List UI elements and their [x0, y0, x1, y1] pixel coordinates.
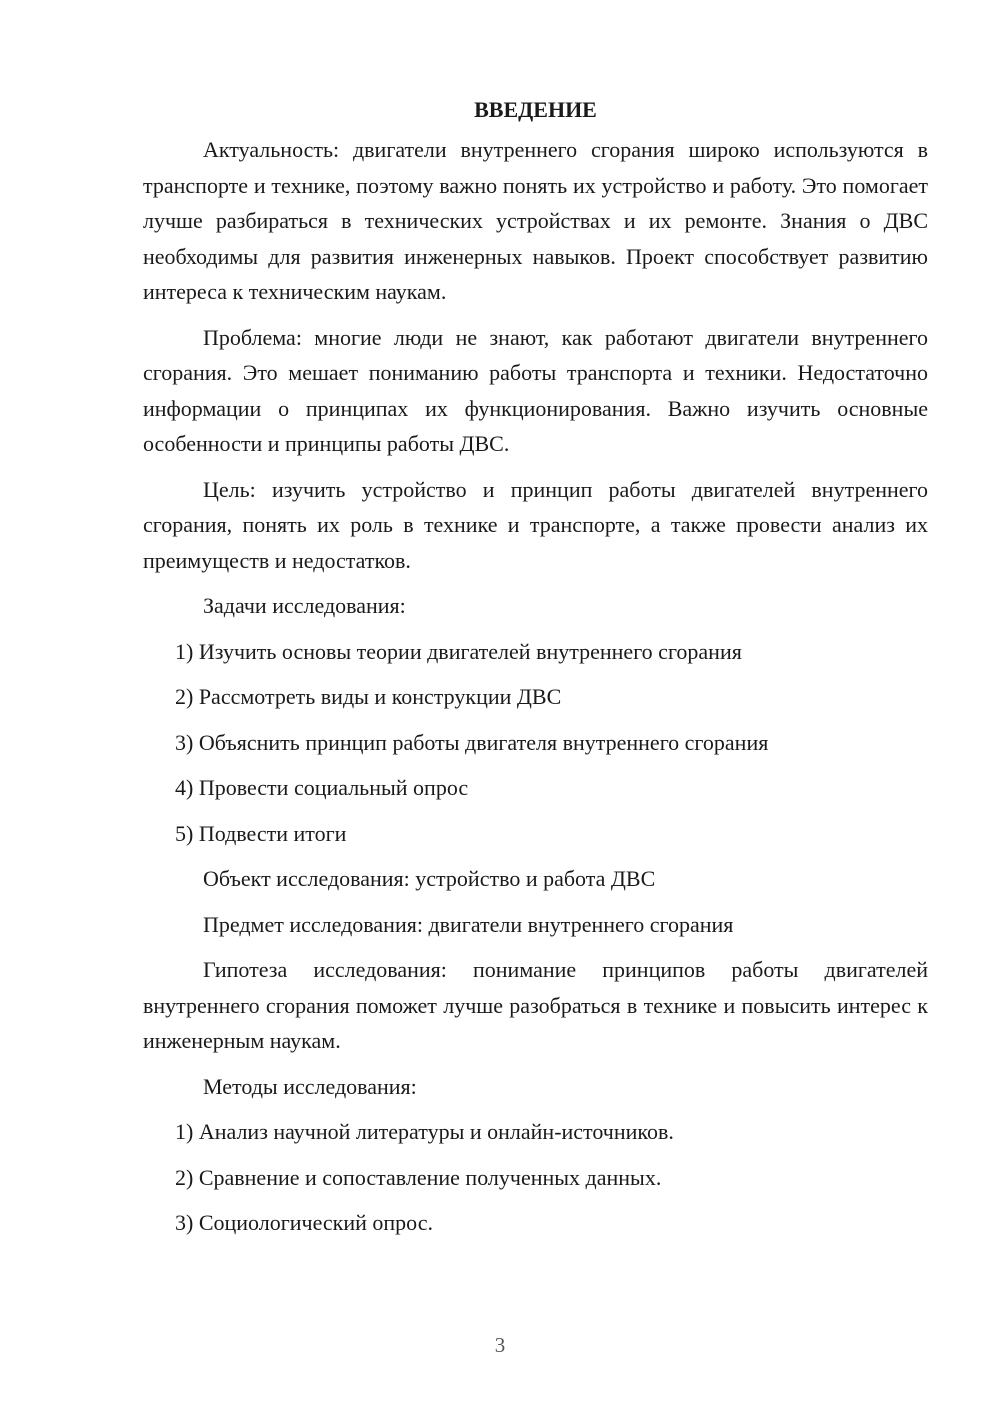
list-item: 5) Подвести итоги: [175, 820, 347, 846]
paragraph-subject: Предмет исследования: двигатели внутреннего сгорания: [203, 911, 734, 937]
tasks-list: [143, 634, 928, 852]
methods-label: Методы исследования:: [203, 1073, 417, 1099]
tasks-label: Задачи исследования:: [203, 593, 406, 618]
list-item: 4) Провести социальный опрос: [175, 775, 469, 800]
paragraph-problem: Проблема: многие люди не знают, как работают двигатели внутреннего сгорания. Это мешает пониманию работы транспорта и техники. Недостаточно информации о принципах их функционирования. Важно изучить основные особенности и принципы работы ДВС.: [143, 324, 928, 456]
methods-list: [143, 1114, 928, 1241]
section-title: ВВЕДЕНИЕ: [474, 97, 597, 122]
paragraph-relevance: Актуальность: двигатели внутреннего сгорания широко используются в транспорте и технике, поэтому важно понять их устройство и работу. Это помогает лучше разбираться в технических устройствах и их ремонте. Знания о ДВС необходимы для развития инженерных навыков. Проект способствует развитию интереса к техническим наукам.: [143, 137, 928, 304]
paragraph-object: Объект исследования: устройство и работа ДВС: [203, 866, 656, 891]
list-item: 3) Объяснить принцип работы двигателя внутреннего сгорания: [175, 729, 769, 755]
paragraph-goal: Цель: изучить устройство и принцип работы двигателей внутреннего сгорания, понять их роль в технике и транспорте, а также провести анализ их преимуществ и недостатков.: [143, 476, 928, 573]
list-item: 3) Социологический опрос.: [175, 1210, 433, 1235]
document-page: [143, 92, 928, 1251]
page-number: 3: [494, 1333, 506, 1357]
list-item: 2) Сравнение и сопоставление полученных данных.: [175, 1164, 662, 1190]
list-item: 2) Рассмотреть виды и конструкции ДВС: [175, 684, 562, 709]
list-item: 1) Изучить основы теории двигателей внутреннего сгорания: [175, 638, 742, 664]
paragraph-hypothesis: Гипотеза исследования: понимание принципов работы двигателей внутреннего сгорания поможет лучше разобраться в технике и повысить интерес к инженерным наукам.: [143, 957, 928, 1053]
list-item: 1) Анализ научной литературы и онлайн-источников.: [175, 1119, 674, 1144]
